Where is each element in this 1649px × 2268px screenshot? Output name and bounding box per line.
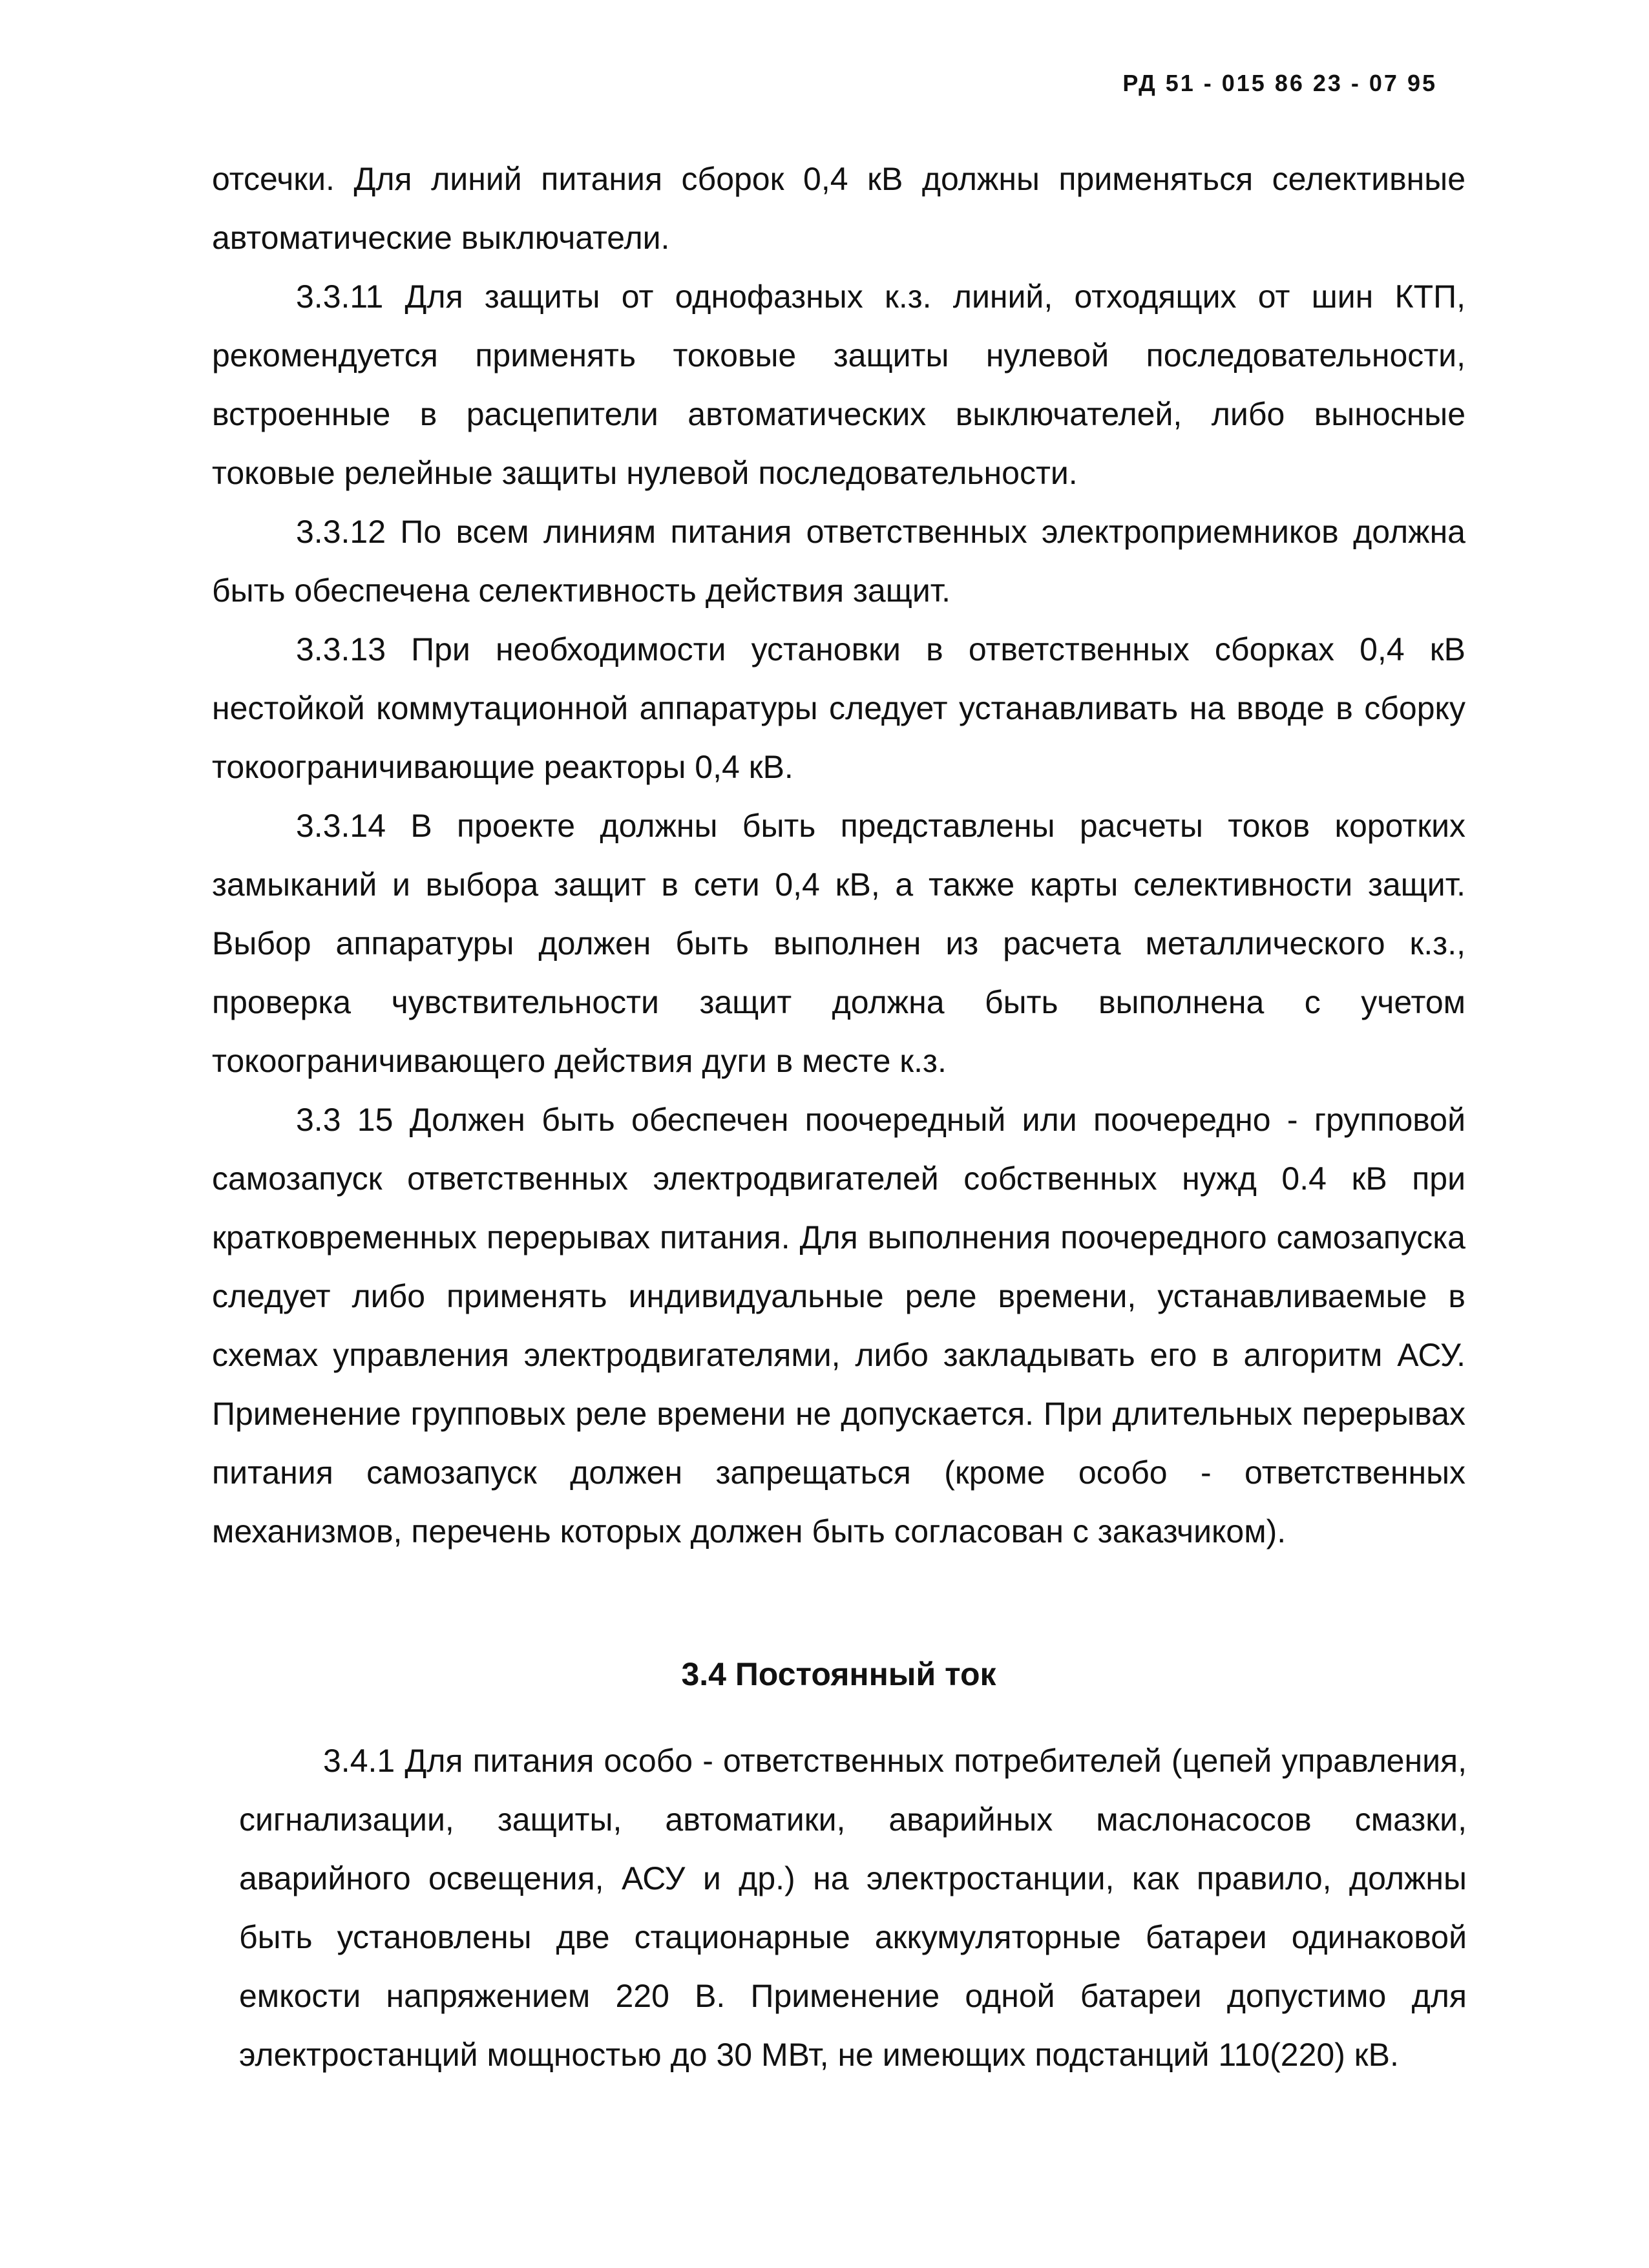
paragraph-3-3-11: 3.3.11 Для защиты от однофазных к.з. линий, отходящих от шин КТП, рекомендуется применять токовые защиты нулевой последовательности, встроенные в расцепители автоматических выключателей, либо выносные токовые релейные защиты нулевой последовательности. <box>212 278 1465 491</box>
paragraph-3-3-14: 3.3.14 В проекте должны быть представлены расчеты токов коротких замыканий и выбора защит в сети 0,4 кВ, а также карты селективности защит. Выбор аппаратуры должен быть выполнен из расчета металлического к.з., проверка чувствительности защит должна быть выполнена с учетом токоограничивающего действия дуги в месте к.з. <box>212 808 1465 1079</box>
section-text <box>239 1732 1467 2084</box>
paragraph-3-3-12: 3.3.12 По всем линиям питания ответственных электроприемников должна быть обеспечена селективность действия защит. <box>212 514 1465 609</box>
main-text <box>212 150 1465 1561</box>
paragraph-3-4-1: 3.4.1 Для питания особо - ответственных потребителей (цепей управления, сигнализации, защиты, автоматики, аварийных маслонасосов смазки, аварийного освещения, АСУ и др.) на электростанции, как правило, должны быть установлены две стационарные аккумуляторные батареи одинаковой емкости напряжением 220 В. Применение одной батареи допустимо для электростанций мощностью до 30 МВт, не имеющих подстанций 110(220) кВ. <box>239 1743 1467 2073</box>
paragraph-continuation: отсечки. Для линий питания сборок 0,4 кВ должны применяться селективные автоматические выключатели. <box>212 161 1465 256</box>
section-title: 3.4 Постоянный ток <box>681 1656 996 1692</box>
paragraph-3-3-13: 3.3.13 При необходимости установки в ответственных сборках 0,4 кВ нестойкой коммутационной аппаратуры следует устанавливать на вводе в сборку токоограничивающие реакторы 0,4 кВ. <box>212 631 1465 785</box>
document-code: РД 51 - 015 86 23 - 07 95 <box>1122 70 1437 96</box>
paragraph-3-3-15: 3.3 15 Должен быть обеспечен поочередный или поочередно - групповой самозапуск ответственных электродвигателей собственных нужд 0.4 кВ при кратковременных перерывах питания. Для выполнения поочередного самозапуска следует либо применять индивидуальные реле времени, устанавливаемые в схемах управления электродвигателями, либо закладывать его в алгоритм АСУ. Применение групповых реле времени не допускается. При длительных перерывах питания самозапуск должен запрещаться (кроме особо - ответственных механизмов, перечень которых должен быть согласован с заказчиком). <box>212 1102 1465 1549</box>
